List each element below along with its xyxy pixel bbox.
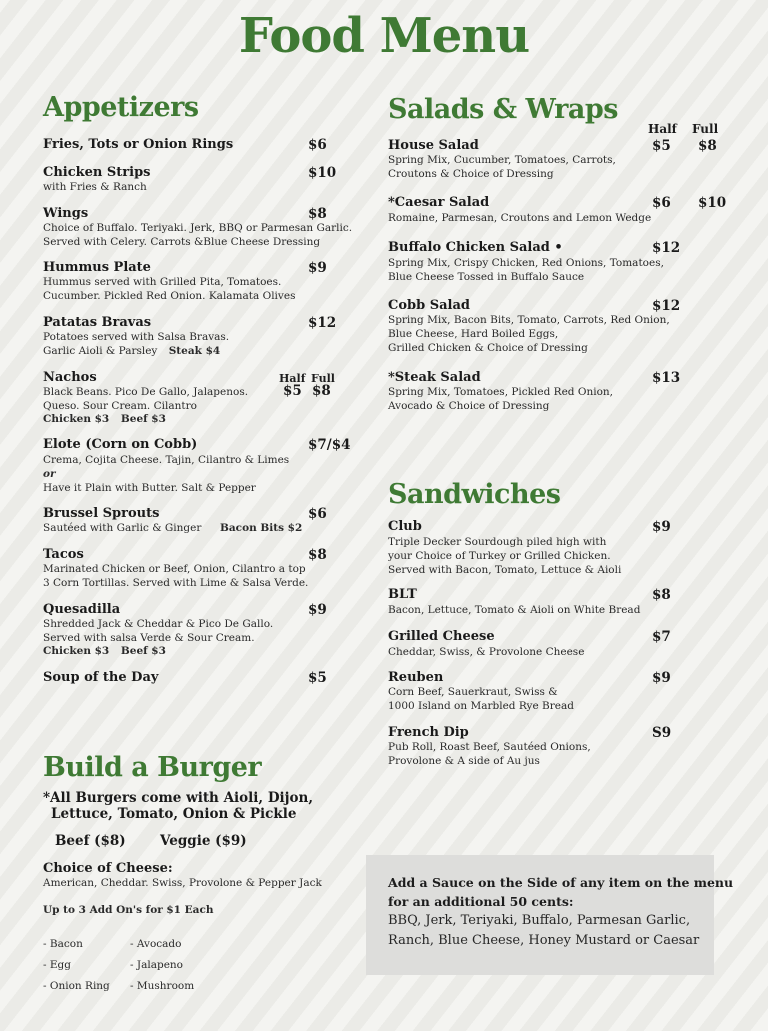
item-price: $12 — [308, 315, 337, 331]
item-description: Spring Mix, Tomatoes, Pickled Red Onion, — [388, 386, 613, 398]
item-name: Elote (Corn on Cobb) — [43, 437, 198, 452]
item-name: House Salad — [388, 138, 479, 153]
item-price: $7/$4 — [308, 437, 351, 453]
sauce-title: for an additional 50 cents: — [388, 894, 574, 909]
item-description: Potatoes served with Salsa Bravas. — [43, 331, 230, 343]
item-price: $6 — [308, 506, 327, 522]
half-price: $5 — [652, 138, 671, 154]
item-description: Grilled Chicken & Choice of Dressing — [388, 342, 588, 354]
or-label: or — [43, 468, 56, 480]
cheese-list: American, Cheddar. Swiss, Provolone & Pepper Jack — [43, 877, 322, 889]
item-description: Sautéed with Garlic & Ginger — [43, 522, 202, 534]
full-label: Full — [692, 122, 719, 136]
item-price: $5 — [308, 670, 327, 686]
addon-beef: Beef $3 — [120, 645, 166, 657]
salads-heading: Salads & Wraps — [388, 94, 618, 125]
sauce-list: Ranch, Blue Cheese, Honey Mustard or Caesar — [388, 933, 700, 948]
item-name: BLT — [388, 587, 417, 602]
item-description: Cheddar, Swiss, & Provolone Cheese — [388, 646, 585, 658]
item-price: $9 — [308, 260, 327, 276]
item-description: Choice of Buffalo. Teriyaki. Jerk, BBQ or Parmesan Garlic. — [43, 222, 353, 234]
item-description: Crema, Cojita Cheese. Tajin, Cilantro & Limes — [43, 454, 290, 466]
item-description: Blue Cheese Tossed in Buffalo Sauce — [388, 271, 585, 283]
addon-bacon-bits: Bacon Bits $2 — [220, 522, 303, 534]
item-description: 3 Corn Tortillas. Served with Lime & Salsa Verde. — [43, 577, 309, 589]
item-price: $6 — [308, 137, 327, 153]
burger-heading: Build a Burger — [43, 752, 262, 783]
item-description: Have it Plain with Butter. Salt & Pepper — [43, 482, 256, 494]
addon-onion-ring: - Onion Ring — [43, 980, 110, 992]
item-name: Quesadilla — [43, 602, 121, 617]
item-name: Hummus Plate — [43, 260, 151, 275]
full-price: $8 — [312, 383, 331, 399]
item-description: Croutons & Choice of Dressing — [388, 168, 554, 180]
item-name: Cobb Salad — [388, 298, 470, 313]
item-name: Patatas Bravas — [43, 315, 152, 330]
item-description: Bacon, Lettuce, Tomato & Aioli on White Bread — [388, 604, 641, 616]
addon-egg: - Egg — [43, 959, 71, 971]
cheese-title: Choice of Cheese: — [43, 861, 173, 876]
item-description: Marinated Chicken or Beef, Onion, Cilantro a top — [43, 563, 306, 575]
item-description: Black Beans. Pico De Gallo, Jalapenos. — [43, 386, 249, 398]
item-description-text: Garlic Aioli & Parsley — [43, 345, 158, 357]
full-price: $10 — [698, 195, 727, 211]
item-description: Cucumber. Pickled Red Onion. Kalamata Olives — [43, 290, 296, 302]
menu-title: Food Menu — [238, 8, 530, 64]
addon-jalapeno: - Jalapeno — [130, 959, 183, 971]
item-name: Club — [388, 519, 422, 534]
item-description: 1000 Island on Marbled Rye Bread — [388, 700, 574, 712]
addon-chicken: Chicken $3 — [43, 413, 110, 425]
item-description: Shredded Jack & Cheddar & Pico De Gallo. — [43, 618, 274, 630]
item-description: Blue Cheese, Hard Boiled Eggs, — [388, 328, 559, 340]
item-price: S9 — [652, 725, 672, 741]
addon-beef: Beef $3 — [120, 413, 166, 425]
item-description: Avocado & Choice of Dressing — [388, 400, 550, 412]
item-description: Spring Mix, Cucumber, Tomatoes, Carrots, — [388, 154, 616, 166]
sauce-box — [366, 855, 734, 975]
item-price: $12 — [652, 298, 681, 314]
item-price: $7 — [652, 629, 671, 645]
item-name: Brussel Sprouts — [43, 506, 160, 521]
item-description: Pub Roll, Roast Beef, Sautéed Onions, — [388, 741, 591, 753]
item-name: *Caesar Salad — [388, 195, 490, 210]
item-price: $9 — [308, 602, 327, 618]
full-label: Full — [311, 372, 335, 385]
item-price: $9 — [652, 519, 671, 535]
item-price: $13 — [652, 370, 681, 386]
item-description — [43, 344, 220, 358]
item-description: Served with salsa Verde & Sour Cream. — [43, 632, 255, 644]
item-name: Grilled Cheese — [388, 629, 495, 644]
item-price: $9 — [652, 670, 671, 686]
item-name: Buffalo Chicken Salad • — [388, 240, 563, 255]
item-description: Served with Bacon, Tomato, Lettuce & Aioli — [388, 564, 622, 576]
item-price: $10 — [308, 165, 337, 181]
item-price: $12 — [652, 240, 681, 256]
addon-chicken: Chicken $3 — [43, 645, 110, 657]
addon-steak: Steak $4 — [168, 345, 221, 357]
half-label: Half — [279, 372, 306, 385]
item-name: Tacos — [43, 547, 84, 562]
sauce-title: Add a Sauce on the Side of any item on the menu — [388, 875, 734, 890]
item-name: Wings — [43, 206, 89, 221]
item-name: Fries, Tots or Onion Rings — [43, 137, 234, 152]
half-price: $5 — [283, 383, 302, 399]
item-price: $8 — [652, 587, 671, 603]
addon-bacon: - Bacon — [43, 938, 83, 950]
item-description: your Choice of Turkey or Grilled Chicken. — [388, 550, 611, 562]
item-description: Served with Celery. Carrots &Blue Cheese Dressing — [43, 236, 321, 248]
item-name: Nachos — [43, 370, 97, 385]
item-name: Reuben — [388, 670, 444, 685]
burger-veggie-option: Veggie ($9) — [160, 833, 247, 849]
addon-avocado: - Avocado — [130, 938, 182, 950]
item-name: French Dip — [388, 725, 469, 740]
item-description: Hummus served with Grilled Pita, Tomatoes. — [43, 276, 282, 288]
item-name: Soup of the Day — [43, 670, 159, 685]
item-description: Spring Mix, Bacon Bits, Tomato, Carrots, Red Onion, — [388, 314, 670, 326]
half-price: $6 — [652, 195, 671, 211]
addon-mushroom: - Mushroom — [130, 980, 195, 992]
burger-beef-option: Beef ($8) — [55, 833, 126, 849]
burger-note: Lettuce, Tomato, Onion & Pickle — [51, 806, 297, 822]
half-label: Half — [648, 122, 677, 136]
item-description: with Fries & Ranch — [43, 181, 147, 193]
sauce-list: BBQ, Jerk, Teriyaki, Buffalo, Parmesan Garlic, — [388, 913, 691, 928]
item-description: Provolone & A side of Au jus — [388, 755, 540, 767]
item-description: Triple Decker Sourdough piled high with — [388, 536, 607, 548]
sandwiches-heading: Sandwiches — [388, 479, 561, 510]
full-price: $8 — [698, 138, 717, 154]
appetizers-heading: Appetizers — [43, 92, 199, 123]
item-description: Corn Beef, Sauerkraut, Swiss & — [388, 686, 558, 698]
item-price: $8 — [308, 547, 327, 563]
item-name: *Steak Salad — [388, 370, 481, 385]
addons-title: Up to 3 Add On's for $1 Each — [43, 904, 214, 916]
addon-line — [43, 412, 166, 426]
item-description: Romaine, Parmesan, Croutons and Lemon Wedge — [388, 212, 652, 224]
item-description: Spring Mix, Crispy Chicken, Red Onions, Tomatoes, — [388, 257, 664, 269]
item-name: Chicken Strips — [43, 165, 151, 180]
item-price: $8 — [308, 206, 327, 222]
addon-line — [43, 644, 166, 658]
burger-note: *All Burgers come with Aioli, Dijon, — [43, 790, 314, 806]
item-description: Queso. Sour Cream. Cilantro — [43, 400, 197, 412]
